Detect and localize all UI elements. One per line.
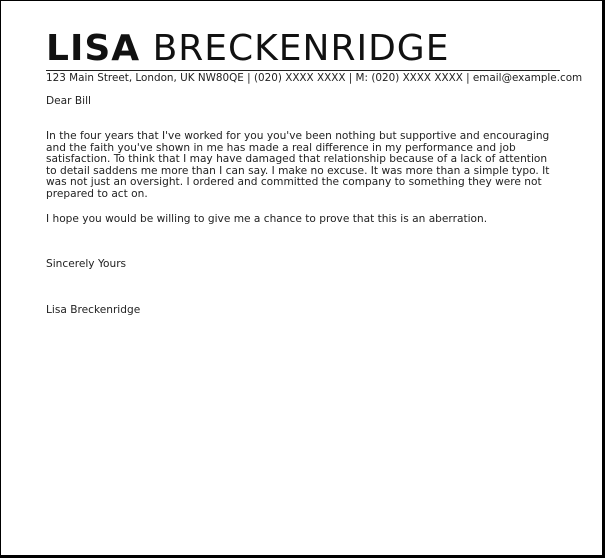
signature-name: Lisa Breckenridge [46, 304, 141, 316]
letterhead [46, 28, 583, 85]
sender-last-name: BRECKENRIDGE [152, 28, 450, 69]
paragraph-1-line: was not just an oversight. I ordered and committed the company to something they were not [46, 176, 542, 189]
sender-first-name: LISA [46, 28, 141, 69]
sender-name [46, 29, 560, 69]
closing: Sincerely Yours [46, 258, 127, 270]
paragraph-1-line: and the faith you've shown in me has made a real difference in my performance and job [46, 141, 516, 154]
paragraph-1-line: prepared to act on. [46, 187, 148, 200]
header-divider [46, 70, 560, 71]
salutation: Dear Bill [46, 95, 91, 107]
paragraph-1-line: to detail saddens me more than I can say. I make no excuse. It was more than a simple typo. It [46, 164, 550, 177]
paragraph-2-text: I hope you would be willing to give me a chance to prove that this is an aberration. [46, 213, 488, 225]
contact-line: 123 Main Street, London, UK NW80QE | (020) XXXX XXXX | M: (020) XXXX XXXX | email@example.com [46, 72, 583, 84]
paragraph-2 [46, 214, 564, 226]
paragraph-1-line: In the four years that I've worked for you you've been nothing but supportive and encouraging [46, 130, 550, 142]
paragraph-1-line: satisfaction. To think that I may have damaged that relationship because of a lack of attention [46, 153, 548, 166]
paragraph-1 [46, 131, 564, 201]
